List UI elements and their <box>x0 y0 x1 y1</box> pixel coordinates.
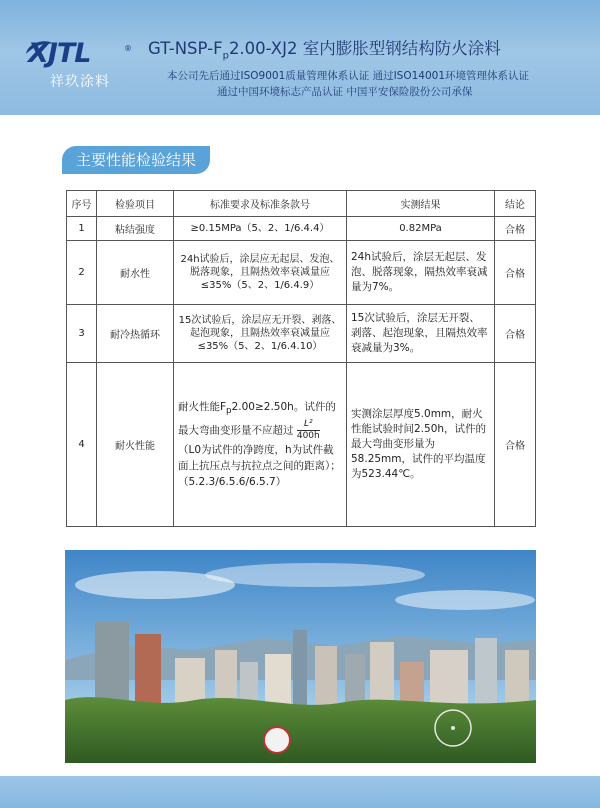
certification-line-2: 通过中国环境标志产品认证 中国平安保险股份公司承保 <box>217 86 473 98</box>
test-results-table <box>66 190 536 527</box>
row-item: 耐水性 <box>97 241 174 305</box>
header-item: 检验项目 <box>97 191 174 217</box>
city-skyline-photo <box>65 550 536 763</box>
deflection-fraction: $\frac{\text{L²}}{400h}$ <box>296 419 320 442</box>
row-result: 24h试验后，涂层无起层、发泡、脱落现象，隔热效率衰减量为7%。 <box>347 241 495 305</box>
row-conclusion: 合格 <box>495 363 536 527</box>
header-banner <box>0 0 600 115</box>
section-title: 主要性能检验结果 <box>62 146 210 174</box>
row-item: 耐冷热循环 <box>97 305 174 363</box>
row-conclusion: 合格 <box>495 217 536 241</box>
row-requirement: 15次试验后，涂层应无开裂、剥落、起泡现象，且隔热效率衰减量应≤35%（5、2、1/6.4.10） <box>174 305 347 363</box>
header-result: 实测结果 <box>347 191 495 217</box>
row-requirement: ≥0.15MPa（5、2、1/6.4.4） <box>174 217 347 241</box>
logo-wordmark: XJTL <box>28 38 91 69</box>
table-row <box>67 363 536 527</box>
row-requirement: 耐火性能$F_p2.00\ge 2.50h$。试件的最大弯曲变形量不应超过 $\frac{\text{L²}}{400h}$ （L0为试件的净跨度，h为试件截面上抗压点与抗拉点之间的距离）；（5.2.3/6.5.6/6.5.7） <box>174 363 347 527</box>
row-no: 1 <box>67 217 97 241</box>
table-row <box>67 217 536 241</box>
header-no: 序号 <box>67 191 97 217</box>
city-skyline-image <box>65 550 536 763</box>
row-conclusion: 合格 <box>495 305 536 363</box>
table-row <box>67 241 536 305</box>
row-result: 实测涂层厚度5.0mm，耐火性能试验时间2.50h，试件的最大弯曲变形量为58.25mm，试件的平均温度为523.44℃。 <box>347 363 495 527</box>
certification-line-1: 本公司先后通过ISO9001质量管理体系认证 通过ISO14001环境管理体系认证 <box>167 70 530 82</box>
table-header-row <box>67 191 536 217</box>
footer-band <box>0 776 600 808</box>
header-requirement: 标准要求及标准条款号 <box>174 191 347 217</box>
logo-chinese-name: 祥玖涂料 <box>50 74 110 90</box>
header-conclusion: 结论 <box>495 191 536 217</box>
row-conclusion: 合格 <box>495 241 536 305</box>
table-row <box>67 305 536 363</box>
row-requirement: 24h试验后，涂层应无起层、发泡、脱落现象，且隔热效率衰减量应≤35%（5、2、1/6.4.9） <box>174 241 347 305</box>
row-item: 耐火性能 <box>97 363 174 527</box>
row-no: 2 <box>67 241 97 305</box>
row-result: 0.82MPa <box>347 217 495 241</box>
row-no: 4 <box>67 363 97 527</box>
row-item: 粘结强度 <box>97 217 174 241</box>
product-title: $GT-NSP-F_p2.00-XJ2$ 室内膨胀型钢结构防火涂料 <box>148 39 501 62</box>
registered-mark: ® <box>124 44 132 53</box>
row-no: 3 <box>67 305 97 363</box>
row-result: 15次试验后，涂层无开裂、剥落、起泡现象，且隔热效率衰减量为3%。 <box>347 305 495 363</box>
brand-logo <box>28 38 132 94</box>
